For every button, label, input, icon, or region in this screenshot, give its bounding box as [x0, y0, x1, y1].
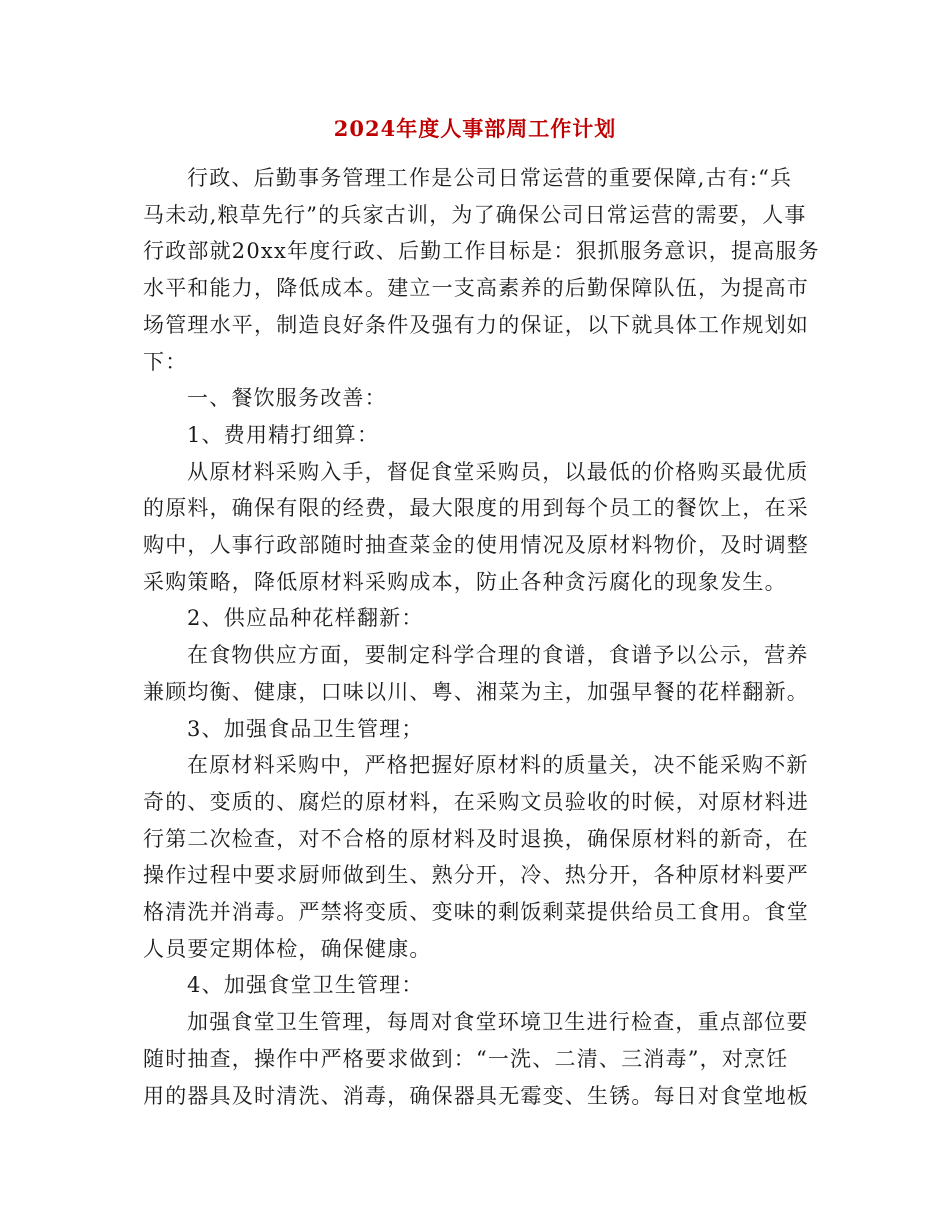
body-paragraph [143, 637, 807, 710]
body-paragraph [143, 747, 807, 967]
document-body [143, 160, 820, 1114]
text-line: 兼顾均衡、健康，口味以川、粤、湘菜为主，加强早餐的花样翻新。 [143, 679, 809, 704]
text-line: 随时抽查，操作中严格要求做到：“一洗、二清、三消毒”，对烹饪 [143, 1046, 789, 1071]
text-line: 下： [143, 349, 188, 374]
text-line: 奇的、变质的、腐烂的原材料，在采购文员验收的时候，对原材料进 [143, 789, 809, 814]
text-line: 购中，人事行政部随时抽查菜金的使用情况及原材料物价，及时调整 [143, 533, 809, 558]
text-line: 在原材料采购中，严格把握好原材料的质量关，决不能采购不新 [187, 753, 809, 778]
text-line: 3、加强食品卫生管理； [187, 716, 424, 741]
text-line: 人员要定期体检，确保健康。 [143, 936, 432, 961]
text-line: 2、供应品种花样翻新： [187, 606, 424, 631]
section-heading [143, 967, 807, 1004]
section-heading [143, 417, 807, 454]
text-line: 用的器具及时清洗、消毒，确保器具无霉变、生锈。每日对食堂地板 [143, 1083, 809, 1108]
text-line: 的原料，确保有限的经费，最大限度的用到每个员工的餐饮上，在采 [143, 496, 809, 521]
section-heading [143, 711, 807, 748]
text-line: 4、加强食堂卫生管理： [187, 973, 424, 998]
document-title: 2024年度人事部周工作计划 [333, 116, 617, 141]
text-line: 采购策略，降低原材料采购成本，防止各种贪污腐化的现象发生。 [143, 569, 787, 594]
text-line: 一、餐饮服务改善： [187, 386, 387, 411]
body-paragraph [143, 454, 807, 601]
text-line: 行第二次检查，对不合格的原材料及时退换，确保原材料的新奇，在 [143, 826, 809, 851]
text-line: 行政、后勤事务管理工作是公司日常运营的重要保障,古有:“兵 [187, 166, 793, 190]
section-heading [143, 600, 807, 637]
body-paragraph [143, 160, 820, 380]
text-line: 操作过程中要求厨师做到生、熟分开，冷、热分开，各种原材料要严 [143, 863, 809, 888]
text-line: 从原材料采购入手，督促食堂采购员，以最低的价格购买最优质 [187, 459, 809, 484]
text-line: 格清洗并消毒。严禁将变质、变味的剩饭剩菜提供给员工食用。食堂 [143, 900, 809, 925]
text-line: 加强食堂卫生管理，每周对食堂环境卫生进行检查，重点部位要 [187, 1010, 809, 1035]
text-line: 场管理水平，制造良好条件及强有力的保证，以下就具体工作规划如 [143, 312, 809, 337]
section-heading [143, 380, 807, 417]
text-line: 水平和能力，降低成本。建立一支高素养的后勤保障队伍，为提高市 [143, 276, 809, 301]
body-paragraph [143, 1004, 807, 1114]
text-line: 在食物供应方面，要制定科学合理的食谱，食谱予以公示，营养 [187, 643, 809, 668]
text-line: 1、费用精打细算： [187, 422, 380, 447]
text-line: 马未动,粮草先行”的兵家古训，为了确保公司日常运营的需要，人事 [143, 202, 807, 227]
text-line: 行政部就20xx年度行政、后勤工作目标是：狠抓服务意识，提高服务 [143, 239, 820, 264]
